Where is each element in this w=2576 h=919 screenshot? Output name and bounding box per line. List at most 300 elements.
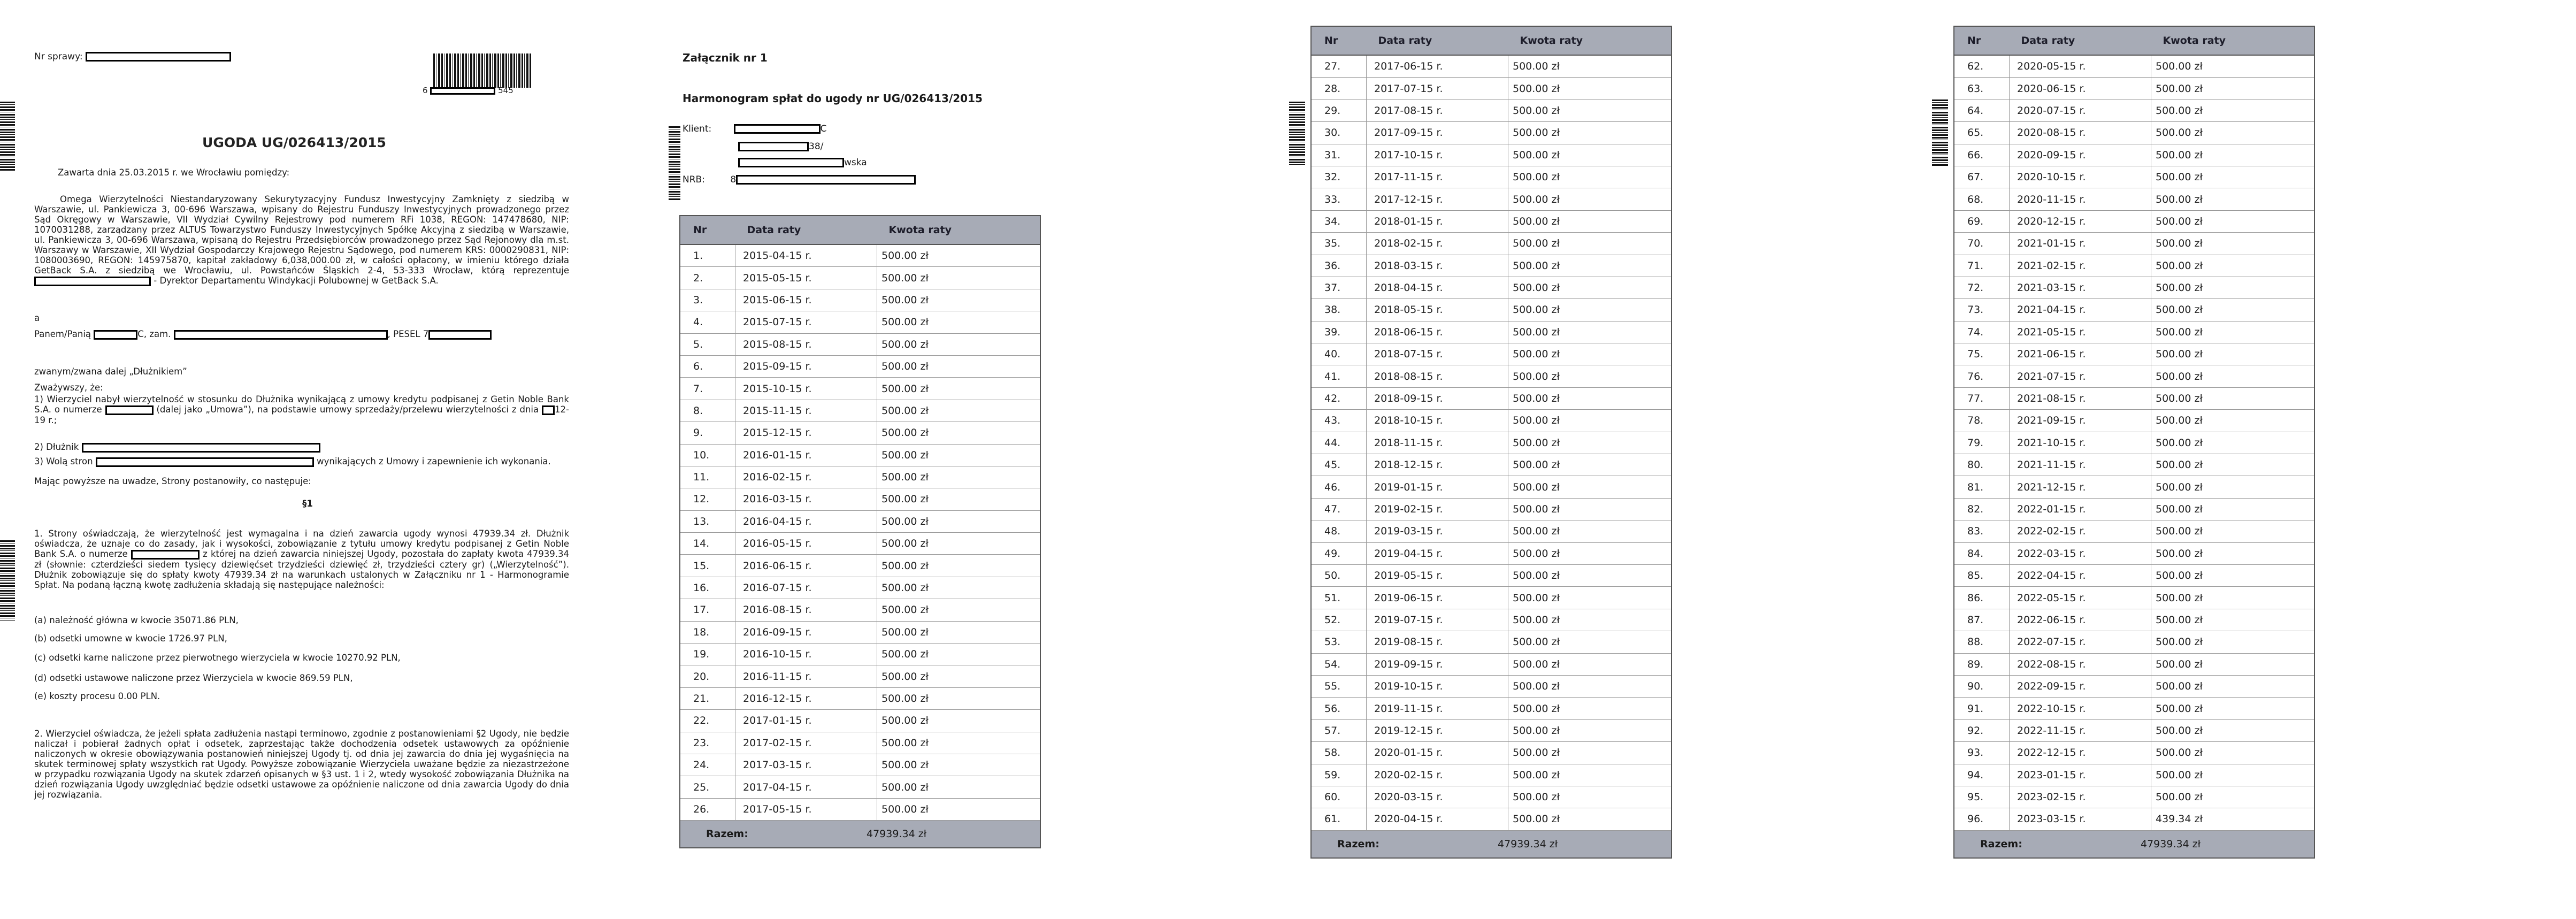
- installment-amount: 500.00 zł: [1508, 365, 1672, 387]
- total-label: Razem:: [1980, 838, 2022, 850]
- total-label: Razem:: [706, 828, 748, 840]
- installment-amount: 500.00 zł: [1508, 55, 1672, 78]
- table-row: [680, 732, 1040, 754]
- table-row: [1954, 387, 2314, 409]
- installment-amount: 500.00 zł: [877, 510, 1040, 532]
- schedule-header-row: [680, 216, 1040, 244]
- table-row: [1312, 365, 1671, 387]
- installment-date: 2019-01-15 r.: [1367, 476, 1508, 498]
- schedule-body-1: [680, 244, 1040, 821]
- installment-number: 72.: [1954, 277, 2010, 298]
- installment-amount: 500.00 zł: [1508, 454, 1672, 476]
- installment-amount: 500.00 zł: [877, 555, 1040, 577]
- table-row: [680, 355, 1040, 377]
- table-row: [1312, 764, 1671, 786]
- redacted-contract-number: [105, 405, 154, 415]
- installment-number: 32.: [1312, 166, 1367, 188]
- table-row: [1954, 454, 2314, 476]
- installment-date: 2019-03-15 r.: [1367, 520, 1508, 542]
- installment-date: 2022-04-15 r.: [2010, 564, 2151, 586]
- installment-amount: 500.00 zł: [2151, 144, 2314, 166]
- installment-number: 71.: [1954, 255, 2010, 277]
- whereas-point-3: [34, 456, 551, 467]
- installment-number: 57.: [1312, 719, 1367, 741]
- representative-role: - Dyrektor Departamentu Windykacji Polubownej w GetBack S.A.: [154, 275, 439, 286]
- installment-number: 22.: [680, 710, 735, 732]
- table-row: [1954, 609, 2314, 631]
- barcode-side-schedule-1: [669, 126, 680, 200]
- table-row: [1954, 410, 2314, 432]
- installment-number: 79.: [1954, 432, 2010, 454]
- table-row: [1312, 542, 1671, 564]
- installment-amount: 500.00 zł: [1508, 542, 1672, 564]
- installment-date: 2016-09-15 r.: [735, 621, 877, 643]
- schedule-table-1: [679, 215, 1041, 848]
- table-row: [680, 621, 1040, 643]
- table-row: [1954, 122, 2314, 144]
- table-row: [1954, 432, 2314, 454]
- installment-amount: 500.00 zł: [1508, 432, 1672, 454]
- installment-date: 2023-01-15 r.: [2010, 764, 2151, 786]
- installment-number: 43.: [1312, 410, 1367, 432]
- installment-number: 18.: [680, 621, 735, 643]
- table-row: [1954, 365, 2314, 387]
- and-letter: a: [34, 313, 40, 323]
- schedule-header-row: [1954, 27, 2314, 55]
- installment-amount: 500.00 zł: [2151, 454, 2314, 476]
- installment-number: 91.: [1954, 698, 2010, 719]
- installment-date: 2018-11-15 r.: [1367, 432, 1508, 454]
- installment-amount: 500.00 zł: [2151, 166, 2314, 188]
- installment-date: 2018-07-15 r.: [1367, 343, 1508, 365]
- installment-amount: 500.00 zł: [2151, 365, 2314, 387]
- table-row: [1312, 122, 1671, 144]
- point-1-text-c: 12-19 r.;: [34, 404, 569, 425]
- table-row: [680, 577, 1040, 599]
- table-row: [1312, 520, 1671, 542]
- installment-date: 2016-06-15 r.: [735, 555, 877, 577]
- installment-amount: 500.00 zł: [2151, 719, 2314, 741]
- agreement-title: UGODA UG/026413/2015: [202, 135, 386, 150]
- installment-date: 2018-08-15 r.: [1367, 365, 1508, 387]
- paragraph-sign: §1: [302, 499, 313, 509]
- installment-date: 2019-04-15 r.: [1367, 542, 1508, 564]
- table-row: [1312, 188, 1671, 210]
- installment-amount: 500.00 zł: [2151, 476, 2314, 498]
- table-row: [1312, 432, 1671, 454]
- installment-amount: 500.00 zł: [1508, 233, 1672, 255]
- installment-number: 33.: [1312, 188, 1367, 210]
- installment-number: 8.: [680, 400, 735, 422]
- installment-amount: 500.00 zł: [1508, 764, 1672, 786]
- installment-amount: 500.00 zł: [2151, 299, 2314, 321]
- installment-date: 2016-10-15 r.: [735, 644, 877, 665]
- installment-amount: 500.00 zł: [1508, 122, 1672, 144]
- installment-amount: 500.00 zł: [1508, 564, 1672, 586]
- section-2: 2. Wierzyciel oświadcza, że jeżeli spłata zadłużenia nastąpi terminowo, zgodnie z postanowieniami §2 Ugody, nie będzie naliczał i pobierał żadnych opłat i odsetek, zaprzestając także dochodzenia odsetek ustawowych za opóźnienie naliczonych w okresie obowiązywania postanowień niniejszej Ugody tj. od dnia jej zawarcia do dnia jej wygaśnięcia na skutek terminowej spłaty wszystkich rat Ugody. Powyższe zobowiązanie Wierzyciela uważane będzie za niezastrzeżone w przypadku rozwiązania Ugody na skutek zdarzeń opisanych w §3 ust. 1 i 2, wtedy wysokość zobowiązania Dłużnika na dzień rozwiązania Ugody uwzględniać będzie odsetki ustawowe za opóźnienie naliczone od dnia zawarcia Ugody do dnia jej rozwiązania.: [34, 729, 569, 800]
- installment-amount: 500.00 zł: [1508, 277, 1672, 298]
- installment-number: 9.: [680, 422, 735, 444]
- installment-date: 2015-07-15 r.: [735, 311, 877, 333]
- installment-date: 2022-06-15 r.: [2010, 609, 2151, 631]
- installment-date: 2017-01-15 r.: [735, 710, 877, 732]
- nrb-prefix: 8: [730, 174, 737, 185]
- table-row: [1312, 786, 1671, 808]
- installment-number: 80.: [1954, 454, 2010, 476]
- total-value: 47939.34 zł: [1498, 838, 1558, 850]
- table-row: [1312, 321, 1671, 343]
- installment-number: 81.: [1954, 476, 2010, 498]
- installment-date: 2020-10-15 r.: [2010, 166, 2151, 188]
- installment-date: 2022-09-15 r.: [2010, 675, 2151, 697]
- installment-number: 24.: [680, 754, 735, 776]
- table-row: [1954, 233, 2314, 255]
- point-1-text: 1) Wierzyciel nabył wierzytelność w stosunku do Dłużnika wynikającą z umowy kredytu podpisanej z Getin Noble Bank S.A. o numerze: [34, 394, 569, 415]
- installment-number: 66.: [1954, 144, 2010, 166]
- installment-date: 2019-06-15 r.: [1367, 587, 1508, 609]
- table-row: [1954, 653, 2314, 675]
- installment-number: 25.: [680, 776, 735, 798]
- barcode-side-schedule-2: [1289, 102, 1305, 165]
- installment-number: 51.: [1312, 587, 1367, 609]
- installment-number: 68.: [1954, 188, 2010, 210]
- header-date: Data raty: [735, 216, 877, 244]
- client-city-row: [738, 158, 867, 168]
- installment-number: 37.: [1312, 277, 1367, 298]
- installment-number: 77.: [1954, 387, 2010, 409]
- installment-date: 2018-09-15 r.: [1367, 387, 1508, 409]
- redacted-client-street: [738, 142, 809, 151]
- installment-amount: 500.00 zł: [877, 644, 1040, 665]
- installment-amount: 500.00 zł: [1508, 166, 1672, 188]
- installment-date: 2019-11-15 r.: [1367, 698, 1508, 719]
- table-row: [680, 710, 1040, 732]
- schedule-body-2: [1312, 55, 1671, 830]
- header-date: Data raty: [1367, 27, 1508, 55]
- table-row: [680, 533, 1040, 555]
- installment-number: 55.: [1312, 675, 1367, 697]
- installment-number: 59.: [1312, 764, 1367, 786]
- whereas-point-1: [34, 394, 569, 425]
- installment-amount: 500.00 zł: [877, 665, 1040, 687]
- installment-number: 40.: [1312, 343, 1367, 365]
- installment-amount: 500.00 zł: [1508, 78, 1672, 99]
- table-row: [1954, 210, 2314, 232]
- table-row: [1312, 587, 1671, 609]
- installment-amount: 500.00 zł: [2151, 564, 2314, 586]
- installment-date: 2021-05-15 r.: [2010, 321, 2151, 343]
- installment-amount: 500.00 zł: [1508, 99, 1672, 121]
- installment-amount: 500.00 zł: [2151, 498, 2314, 520]
- installment-date: 2020-03-15 r.: [1367, 786, 1508, 808]
- installment-amount: 500.00 zł: [2151, 55, 2314, 78]
- installment-amount: 500.00 zł: [2151, 432, 2314, 454]
- table-row: [680, 798, 1040, 820]
- table-row: [1954, 564, 2314, 586]
- installment-number: 44.: [1312, 432, 1367, 454]
- header-nr: Nr: [680, 216, 735, 244]
- installment-number: 56.: [1312, 698, 1367, 719]
- table-row: [680, 644, 1040, 665]
- installment-number: 89.: [1954, 653, 2010, 675]
- table-row: [680, 488, 1040, 510]
- installment-amount: 500.00 zł: [2151, 210, 2314, 232]
- debtor-definition: zwanym/zwana dalej „Dłużnikiem”: [34, 366, 187, 377]
- installment-amount: 500.00 zł: [877, 710, 1040, 732]
- installment-number: 49.: [1312, 542, 1367, 564]
- installment-date: 2017-04-15 r.: [735, 776, 877, 798]
- installment-date: 2019-08-15 r.: [1367, 631, 1508, 653]
- installment-date: 2016-05-15 r.: [735, 533, 877, 555]
- table-row: [1954, 675, 2314, 697]
- installment-date: 2021-06-15 r.: [2010, 343, 2151, 365]
- installment-number: 75.: [1954, 343, 2010, 365]
- installment-date: 2015-04-15 r.: [735, 244, 877, 267]
- redacted-nrb: [736, 175, 916, 185]
- installment-number: 53.: [1312, 631, 1367, 653]
- installment-amount: 500.00 zł: [877, 577, 1040, 599]
- installment-amount: 500.00 zł: [2151, 233, 2314, 255]
- redacted-contract-number-2: [131, 550, 200, 560]
- table-row: [1954, 631, 2314, 653]
- table-row: [1312, 476, 1671, 498]
- installment-amount: 500.00 zł: [877, 444, 1040, 466]
- table-row: [1312, 233, 1671, 255]
- section-1: [34, 529, 569, 590]
- table-row: [680, 466, 1040, 488]
- installment-amount: 500.00 zł: [2151, 255, 2314, 277]
- installment-number: 2.: [680, 267, 735, 289]
- installment-amount: 500.00 zł: [877, 400, 1040, 422]
- installment-number: 41.: [1312, 365, 1367, 387]
- point-3-text-b: wynikających z Umowy i zapewnienie ich wykonania.: [317, 456, 551, 466]
- installment-date: 2018-05-15 r.: [1367, 299, 1508, 321]
- table-row: [1954, 55, 2314, 78]
- table-row: [1312, 55, 1671, 78]
- installment-amount: 500.00 zł: [2151, 609, 2314, 631]
- installment-date: 2018-01-15 r.: [1367, 210, 1508, 232]
- nrb-label: NRB:: [683, 174, 705, 185]
- installment-number: 21.: [680, 687, 735, 709]
- installment-date: 2018-10-15 r.: [1367, 410, 1508, 432]
- installment-number: 15.: [680, 555, 735, 577]
- installment-date: 2017-06-15 r.: [1367, 55, 1508, 78]
- installment-amount: 500.00 zł: [1508, 587, 1672, 609]
- installment-amount: 500.00 zł: [2151, 698, 2314, 719]
- installment-amount: 500.00 zł: [877, 621, 1040, 643]
- installment-number: 38.: [1312, 299, 1367, 321]
- schedule-total-row-3: [1954, 831, 2314, 857]
- installment-date: 2016-02-15 r.: [735, 466, 877, 488]
- installment-number: 60.: [1312, 786, 1367, 808]
- table-row: [680, 267, 1040, 289]
- installment-amount: 439.34 zł: [2151, 808, 2314, 830]
- installment-amount: 500.00 zł: [877, 333, 1040, 355]
- client-label: Klient:: [683, 124, 712, 134]
- installment-date: 2021-11-15 r.: [2010, 454, 2151, 476]
- installment-date: 2016-04-15 r.: [735, 510, 877, 532]
- installment-date: 2016-12-15 r.: [735, 687, 877, 709]
- installment-amount: 500.00 zł: [2151, 653, 2314, 675]
- installment-number: 16.: [680, 577, 735, 599]
- installment-number: 36.: [1312, 255, 1367, 277]
- table-row: [1312, 210, 1671, 232]
- installment-amount: 500.00 zł: [877, 289, 1040, 311]
- table-row: [1954, 99, 2314, 121]
- installment-number: 58.: [1312, 742, 1367, 764]
- redacted-representative: [34, 277, 151, 286]
- table-row: [1312, 410, 1671, 432]
- total-value: 47939.34 zł: [2141, 838, 2201, 850]
- installment-date: 2017-07-15 r.: [1367, 78, 1508, 99]
- installment-date: 2015-09-15 r.: [735, 355, 877, 377]
- schedule-table-2: [1310, 26, 1672, 859]
- installment-amount: 500.00 zł: [1508, 387, 1672, 409]
- table-row: [1312, 299, 1671, 321]
- barcode-side-left-2: [0, 540, 15, 621]
- resolution-line: Mając powyższe na uwadze, Strony postanowiły, co następuje:: [34, 476, 311, 486]
- installment-date: 2019-10-15 r.: [1367, 675, 1508, 697]
- amount-item-e: (e) koszty procesu 0.00 PLN.: [34, 691, 160, 701]
- table-row: [1954, 498, 2314, 520]
- installment-date: 2015-11-15 r.: [735, 400, 877, 422]
- installment-date: 2021-04-15 r.: [2010, 299, 2151, 321]
- schedule-page-2: [1289, 0, 1728, 919]
- installment-number: 45.: [1312, 454, 1367, 476]
- table-row: [1312, 808, 1671, 830]
- table-row: [1312, 609, 1671, 631]
- installment-date: 2020-02-15 r.: [1367, 764, 1508, 786]
- installment-amount: 500.00 zł: [1508, 343, 1672, 365]
- header-nr: Nr: [1954, 27, 2010, 55]
- whereas-heading: Zważywszy, że:: [34, 382, 103, 393]
- installment-amount: 500.00 zł: [1508, 808, 1672, 830]
- header-amount: Kwota raty: [877, 216, 1040, 244]
- installment-date: 2020-07-15 r.: [2010, 99, 2151, 121]
- installment-number: 88.: [1954, 631, 2010, 653]
- installment-number: 67.: [1954, 166, 2010, 188]
- installment-amount: 500.00 zł: [877, 378, 1040, 400]
- installment-date: 2020-11-15 r.: [2010, 188, 2151, 210]
- intro-line: Zawarta dnia 25.03.2015 r. we Wrocławiu pomiędzy:: [58, 167, 290, 178]
- table-row: [1954, 764, 2314, 786]
- installment-amount: 500.00 zł: [1508, 299, 1672, 321]
- installment-number: 95.: [1954, 786, 2010, 808]
- installment-amount: 500.00 zł: [1508, 498, 1672, 520]
- installment-number: 70.: [1954, 233, 2010, 255]
- installment-number: 12.: [680, 488, 735, 510]
- table-row: [680, 510, 1040, 532]
- installment-amount: 500.00 zł: [1508, 742, 1672, 764]
- table-row: [1312, 454, 1671, 476]
- barcode-caption: [423, 86, 513, 95]
- table-row: [1312, 144, 1671, 166]
- installment-number: 61.: [1312, 808, 1367, 830]
- redacted-case-number: [86, 52, 231, 62]
- total-value: 47939.34 zł: [867, 828, 927, 840]
- installment-date: 2020-06-15 r.: [2010, 78, 2151, 99]
- installment-number: 19.: [680, 644, 735, 665]
- header-date: Data raty: [2010, 27, 2151, 55]
- installment-date: 2017-11-15 r.: [1367, 166, 1508, 188]
- amount-item-a: (a) należność główna w kwocie 35071.86 PLN,: [34, 615, 239, 625]
- installment-number: 48.: [1312, 520, 1367, 542]
- installment-amount: 500.00 zł: [1508, 786, 1672, 808]
- installment-amount: 500.00 zł: [2151, 78, 2314, 99]
- table-row: [1312, 653, 1671, 675]
- installment-number: 26.: [680, 798, 735, 820]
- table-row: [1954, 542, 2314, 564]
- installment-number: 85.: [1954, 564, 2010, 586]
- installment-date: 2017-02-15 r.: [735, 732, 877, 754]
- installment-date: 2023-02-15 r.: [2010, 786, 2151, 808]
- section-1-text: 1. Strony oświadczają, że wierzytelność jest wymagalna i na dzień zawarcia ugody wynosi 47939.34 zł. Dłużnik oświadcza, że uznaje co do zasady, jak i wysokości, zobowiązanie z tytułu umowy kredytu podpisanej z Getin Noble Bank S.A. o numerze: [34, 529, 569, 559]
- table-row: [1954, 719, 2314, 741]
- table-row: [680, 378, 1040, 400]
- case-number-label: Nr sprawy:: [34, 51, 83, 62]
- installment-date: 2015-10-15 r.: [735, 378, 877, 400]
- point-1-text-b: (dalej jako „Umowa”), na podstawie umowy sprzedaży/przelewu wierzytelności z dnia: [156, 404, 539, 415]
- schedule-title: Harmonogram spłat do ugody nr UG/026413/2015: [683, 92, 983, 105]
- installment-amount: 500.00 zł: [877, 311, 1040, 333]
- installment-number: 6.: [680, 355, 735, 377]
- installment-date: 2016-08-15 r.: [735, 599, 877, 621]
- installment-amount: 500.00 zł: [877, 466, 1040, 488]
- header-nr: Nr: [1312, 27, 1367, 55]
- installment-number: 84.: [1954, 542, 2010, 564]
- party-a-text: [34, 194, 569, 286]
- schedule-total-row-1: [680, 821, 1040, 847]
- case-number-row: [34, 51, 231, 62]
- table-row: [1312, 631, 1671, 653]
- table-row: [1954, 188, 2314, 210]
- installment-amount: 500.00 zł: [877, 732, 1040, 754]
- installment-date: 2020-05-15 r.: [2010, 55, 2151, 78]
- table-row: [1954, 343, 2314, 365]
- installment-date: 2015-12-15 r.: [735, 422, 877, 444]
- installment-amount: 500.00 zł: [1508, 410, 1672, 432]
- table-row: [680, 599, 1040, 621]
- installment-number: 30.: [1312, 122, 1367, 144]
- redacted-debtor-address: [174, 330, 388, 340]
- table-row: [1954, 78, 2314, 99]
- schedule-header-row: [1312, 27, 1671, 55]
- installment-date: 2018-12-15 r.: [1367, 454, 1508, 476]
- header-amount: Kwota raty: [2151, 27, 2314, 55]
- installment-amount: 500.00 zł: [2151, 542, 2314, 564]
- section-1-text-b: z której na dzień zawarcia niniejszej Ugody, pozostała do zapłaty kwota 47939.34 zł (słownie: czterdzieści siedem tysięcy dziewięćset trzydzieści dziewięć zł, trzydzieści cztery gr) („Wierzytelność”). Dłużnik zobowiązuje się do spłaty kwoty 47939.34 zł na warunkach ustalonych w Załączniku nr 1 - Harmonogramie Spłat. Na podaną łączną kwotę zadłużenia składają się następujące należności:: [34, 549, 570, 590]
- installment-number: 64.: [1954, 99, 2010, 121]
- installment-number: 94.: [1954, 764, 2010, 786]
- annex-label: Załącznik nr 1: [683, 51, 768, 64]
- amount-item-c: (c) odsetki karne naliczone przez pierwotnego wierzyciela w kwocie 10270.92 PLN,: [34, 653, 401, 663]
- installment-date: 2017-10-15 r.: [1367, 144, 1508, 166]
- installment-date: 2017-05-15 r.: [735, 798, 877, 820]
- redacted-debtor-name: [94, 330, 137, 340]
- installment-date: 2017-08-15 r.: [1367, 99, 1508, 121]
- table-row: [1312, 387, 1671, 409]
- installment-amount: 500.00 zł: [1508, 698, 1672, 719]
- table-row: [1954, 255, 2314, 277]
- installment-number: 47.: [1312, 498, 1367, 520]
- installment-amount: 500.00 zł: [1508, 210, 1672, 232]
- installment-number: 76.: [1954, 365, 2010, 387]
- installment-date: 2017-03-15 r.: [735, 754, 877, 776]
- installment-amount: 500.00 zł: [877, 422, 1040, 444]
- nrb-row: [683, 175, 916, 185]
- installment-amount: 500.00 zł: [877, 687, 1040, 709]
- installment-date: 2017-12-15 r.: [1367, 188, 1508, 210]
